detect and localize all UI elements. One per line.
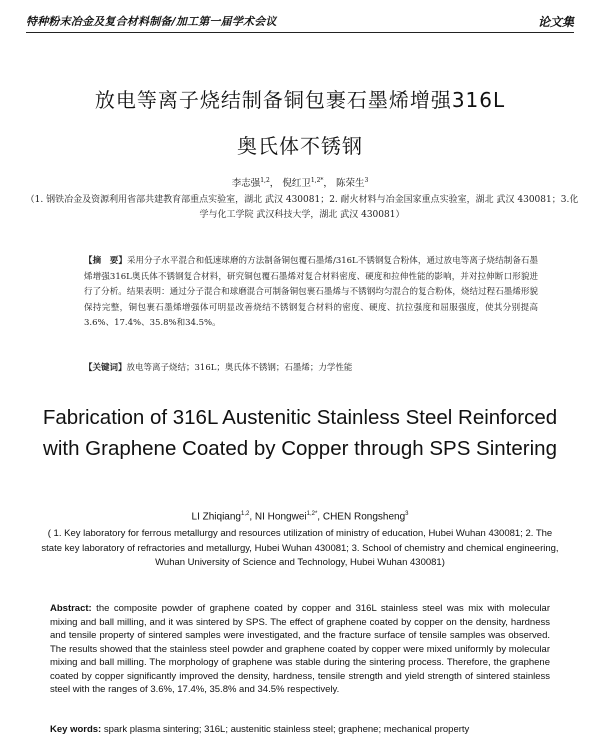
cn-author-sep: ，	[323, 178, 333, 189]
cn-author-1-sup: 1,2	[260, 176, 270, 184]
cn-affiliation: （1. 钢铁冶金及资源利用省部共建教育部重点实验室，湖北 武汉 430081；2. 耐火材料与冶金国家重点实验室，湖北 武汉 430081；3.化学与化工学院 武汉科技大学，湖北 武汉 430081）	[25, 195, 579, 220]
en-authors	[0, 511, 600, 522]
cn-abstract-text: 采用分子水平混合和低速球磨的方法制备铜包覆石墨烯/316L不锈钢复合粉体，通过放电等离子烧结制备石墨烯增强316L奥氏体不锈钢复合材料，研究铜包覆石墨烯对复合材料密度、硬度和拉伸性能的影响，并对拉伸断口形貌进行了分析。结果表明：通过分子混合和球磨混合可制备铜包裹石墨烯与不锈钢均匀混合的复合粉体，烧结过程石墨烯形貌保持完整，铜包裹石墨烯增强体可明显改善烧结不锈钢复合材料的密度、硬度、抗拉强度和屈服强度，使其分别提高3.6%、17.4%、35.8%和34.5%。	[84, 256, 538, 328]
en-keywords-text: spark plasma sintering; 316L; austenitic stainless steel; graphene; mechanical property	[101, 724, 470, 735]
en-author-3-sup: 3	[405, 511, 409, 517]
cn-author-2: 倪红卫	[282, 178, 311, 189]
en-keywords	[50, 724, 550, 735]
cn-abstract-label: 【摘 要】	[84, 256, 127, 266]
conference-title: 特种粉末冶金及复合材料制备/加工第一届学术会议	[26, 15, 277, 28]
cn-authors	[0, 175, 600, 189]
en-title: Fabrication of 316L Austenitic Stainless Steel Reinforced with Graphene Coated by Copper through SPS Sintering	[42, 406, 558, 460]
en-abstract-text: the composite powder of graphene coated by copper and 316L stainless steel was mix with molecular mixing and ball milling, and it was sintered by SPS. The effect of graphene coated by copper on the density, hardness and tensile property of sintered samples were investigated, and the fracture surface of tensile samples was observed. The results showed that the stainless steel powder and graphene coated by copper were mixed uniformly by molecular mixing and ball milling. The morphology of graphene was stable during the sintering process. Therefore, the graphene coated by copper significantly improved the density, hardness, tensile strength and yield strength of sintered stainless steel with the ranges of 3.6%, 17.4%, 35.8% and 34.5% respectively.	[50, 603, 550, 695]
cn-keywords	[84, 361, 538, 373]
cn-author-2-sup: 1,2*	[310, 176, 324, 184]
en-author-2-sup: 1,2*	[306, 511, 318, 517]
cn-author-3: 陈荣生	[335, 178, 365, 189]
en-abstract-label: Abstract:	[50, 603, 92, 614]
en-author-3: CHEN Rongsheng	[322, 511, 406, 523]
en-author-2: NI Hongwei	[254, 511, 307, 523]
en-author-1-sup: 1,2	[241, 511, 250, 517]
cn-author-sep: ，	[269, 178, 280, 189]
cn-title-line2: 奥氏体不锈钢	[237, 134, 363, 158]
cn-author-1: 李志强	[231, 178, 261, 189]
page-header	[26, 12, 574, 33]
en-keywords-label: Key words:	[50, 724, 102, 735]
cn-abstract	[84, 254, 538, 332]
cn-keywords-label: 【关键词】	[84, 363, 127, 373]
cn-title-line1: 放电等离子烧结制备铜包裹石墨烯增强316L	[94, 88, 506, 112]
en-author-sep: ,	[317, 511, 323, 523]
cn-author-3-sup: 3	[364, 176, 369, 184]
en-abstract	[50, 602, 550, 697]
en-author-1: LI Zhiqiang	[191, 511, 241, 523]
section-label: 论文集	[537, 15, 574, 29]
en-affiliation: ( 1. Key laboratory for ferrous metallurgy and resources utilization of ministry of education, Hubei Wuhan 430081; 2. The state key laboratory of refractories and metallurgy, Hubei Wuhan 430081; 3. School of chemistry and chemical engineering, Wuhan University of Science and Technology, Hubei Wuhan 430081)	[41, 528, 559, 568]
cn-keywords-text: 放电等离子烧结；316L；奥氏体不锈钢；石墨烯；力学性能	[126, 363, 353, 373]
en-author-sep: ,	[249, 511, 255, 523]
